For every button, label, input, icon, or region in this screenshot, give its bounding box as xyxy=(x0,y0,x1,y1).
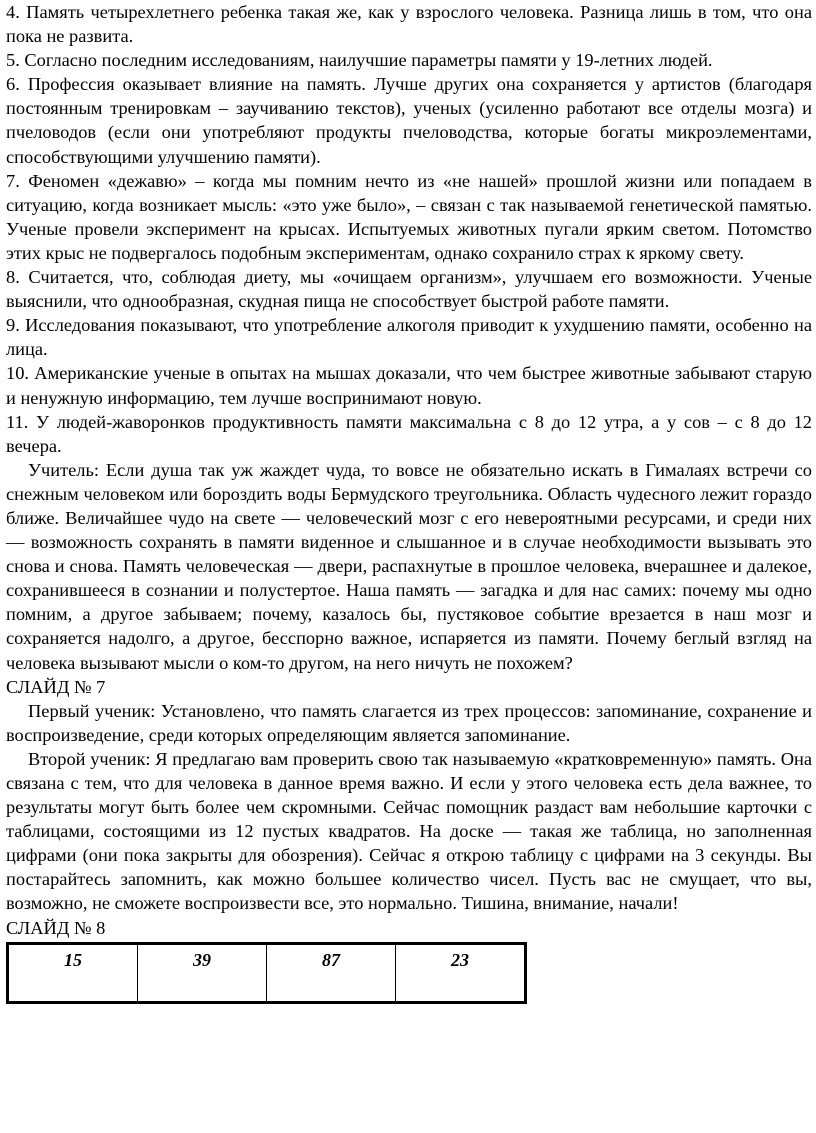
paragraph-6: 6. Профессия оказывает влияние на память. Лучше других она сохраняется у артистов (благодаря постоянным тренировкам – заучиванию текстов), ученых (усиленно работают все отделы мозга) и пчеловодов (если они употребляют продукты пчеловодства, которые богаты микроэлементами, способствующими улучшению памяти). xyxy=(6,74,812,167)
paragraph-4: 4. Память четырехлетнего ребенка такая же, как у взрослого человека. Разница лишь в том, что она пока не развита. xyxy=(6,2,812,47)
slide-7-heading: СЛАЙД № 7 xyxy=(6,676,106,697)
paragraph-10: 10. Американские ученые в опытах на мышах доказали, что чем быстрее животные забывают старую и ненужную информацию, тем лучше воспринимают новую. xyxy=(6,363,812,408)
slide-8-heading: СЛАЙД № 8 xyxy=(6,917,106,938)
table-cell: 39 xyxy=(138,943,267,1002)
first-student-speech: Первый ученик: Установлено, что память слагается из трех процессов: запоминание, сохранение и воспроизведение, среди которых определяющим является запоминание. xyxy=(6,700,812,745)
paragraph-7: 7. Феномен «дежавю» – когда мы помним нечто из «не нашей» прошлой жизни или попадаем в ситуацию, когда возникает мысль: «это уже было», – связан с так называемой генетической памятью. Ученые провели эксперимент на крысах. Испытуемых животных пугали ярким светом. Потомство этих крыс не подвергалось подобным экспериментам, однако сохранило страх к яркому свету. xyxy=(6,170,812,263)
numbers-table xyxy=(6,942,527,1004)
table-cell: 87 xyxy=(267,943,396,1002)
second-student-speech: Второй ученик: Я предлагаю вам проверить свою так называемую «кратковременную» память. Она связана с тем, что для человека в данное время важно. И если у этого человека есть дела важнее, то результаты могут быть более чем скромными. Сейчас помощник раздаст вам небольшие карточки с таблицами, состоящими из 12 пустых квадратов. На доске — такая же таблица, но заполненная цифрами (они пока закрыты для обозрения). Сейчас я открою таблицу с цифрами на 3 секунды. Вы постарайтесь запомнить, как можно большее количество чисел. Пусть вас не смущает, что вы, возможно, не сможете воспроизвести все, это нормально. Тишина, внимание, начали! xyxy=(6,748,812,914)
table-row xyxy=(8,943,526,1002)
paragraph-9: 9. Исследования показывают, что употребление алкоголя приводит к ухудшению памяти, особенно на лица. xyxy=(6,315,812,360)
table-cell: 15 xyxy=(8,943,138,1002)
teacher-speech: Учитель: Если душа так уж жаждет чуда, то вовсе не обязательно искать в Гималаях встречи со снежным человеком или бороздить воды Бермудского треугольника. Область чудесного лежит гораздо ближе. Величайшее чудо на свете — человеческий мозг с его невероятными ресурсами, и среди них — возможность сохранять в памяти виденное и слышанное и в случае необходимости вызывать это снова и снова. Память человеческая — двери, распахнутые в прошлое человека, вчерашнее и далекое, сохранившееся в сознании и полустертое. Наша память — загадка и для нас самих: почему мы одно помним, а другое забываем; почему, казалось бы, пустяковое событие врезается в наш мозг и сохраняется надолго, а другое, бесспорно важное, испаряется из памяти. Почему беглый взгляд на человека вызывают мысли о ком-то другом, на него ничуть не похожем? xyxy=(6,459,812,673)
table-cell: 23 xyxy=(396,943,526,1002)
paragraph-5: 5. Согласно последним исследованиям, наилучшие параметры памяти у 19-летних людей. xyxy=(6,50,713,71)
paragraph-8: 8. Считается, что, соблюдая диету, мы «очищаем организм», улучшаем его возможности. Ученые выяснили, что однообразная, скудная пища не способствует быстрой работе памяти. xyxy=(6,267,812,312)
paragraph-11: 11. У людей-жаворонков продуктивность памяти максимальна с 8 до 12 утра, а у сов – с 8 до 12 вечера. xyxy=(6,411,812,456)
